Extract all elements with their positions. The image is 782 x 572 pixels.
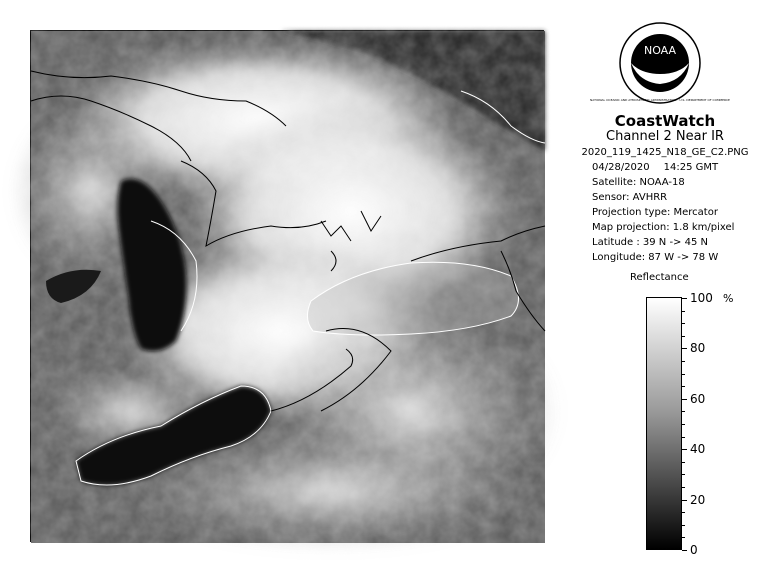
legend-title: Reflectance — [630, 272, 689, 283]
app-title: CoastWatch — [614, 112, 716, 130]
satellite-map — [31, 31, 545, 543]
colorbar-tick — [682, 500, 687, 501]
colorbar-tick — [682, 462, 685, 463]
colorbar-tick — [682, 411, 685, 412]
satellite-info: Satellite: NOAA-18 — [592, 177, 685, 188]
colorbar-label: 0 — [690, 543, 698, 557]
colorbar-tick — [682, 336, 685, 337]
logo-text: NOAA — [643, 44, 677, 57]
colorbar-tick — [682, 424, 685, 425]
sensor-info: Sensor: AVHRR — [592, 192, 668, 203]
colorbar-label: 80 — [690, 341, 706, 355]
colorbar-tick — [682, 298, 687, 299]
colorbar-label: 100 — [690, 291, 713, 305]
date-time — [592, 162, 732, 173]
channel-title: Channel 2 Near IR — [606, 129, 724, 144]
colorbar-ticks — [682, 291, 742, 557]
colorbar-tick — [682, 348, 687, 349]
reflectance-colorbar — [646, 297, 682, 550]
colorbar-label: 20 — [690, 493, 706, 507]
colorbar-tick — [682, 525, 685, 526]
noaa-logo — [590, 22, 730, 104]
legend-unit: % — [723, 292, 734, 305]
colorbar-tick — [682, 512, 685, 513]
longitude-info: Longitude: 87 W -> 78 W — [592, 252, 719, 263]
satellite-image — [30, 30, 544, 542]
colorbar-tick — [682, 361, 685, 362]
colorbar-label: 60 — [690, 392, 706, 406]
colorbar-tick — [682, 474, 685, 475]
logo-ring-text: NATIONAL OCEANIC AND ATMOSPHERIC ADMINISTRATION · U.S. DEPARTMENT OF COMMERCE — [590, 98, 730, 102]
map-projection-info: Map projection: 1.8 km/pixel — [592, 222, 735, 233]
colorbar-tick — [682, 537, 685, 538]
colorbar-tick — [682, 487, 685, 488]
colorbar-label: 40 — [690, 442, 706, 456]
latitude-info: Latitude : 39 N -> 45 N — [592, 237, 708, 248]
colorbar-tick — [682, 399, 687, 400]
colorbar-tick — [682, 437, 685, 438]
colorbar-tick — [682, 449, 687, 450]
colorbar-tick — [682, 386, 685, 387]
colorbar-tick — [682, 550, 687, 551]
colorbar-tick — [682, 323, 685, 324]
colorbar-tick — [682, 311, 685, 312]
time: 14:25 GMT — [663, 162, 719, 173]
colorbar-tick — [682, 374, 685, 375]
projection-type-info: Projection type: Mercator — [592, 207, 718, 218]
file-name: 2020_119_1425_N18_GE_C2.PNG — [581, 147, 749, 158]
date: 04/28/2020 — [592, 162, 650, 173]
